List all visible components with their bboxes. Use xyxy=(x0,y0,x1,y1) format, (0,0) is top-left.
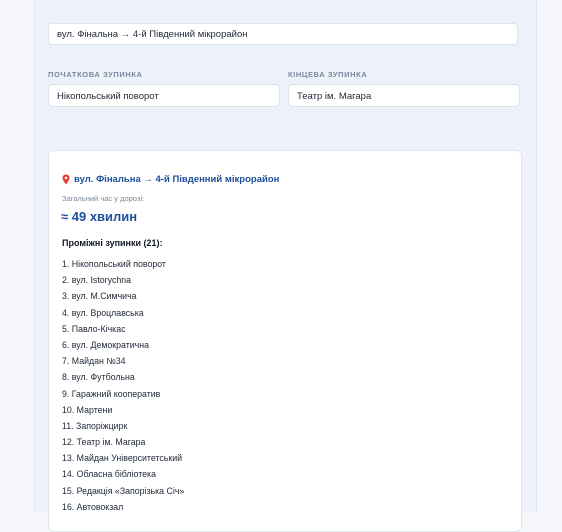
stop-item: 8. вул. Футбольна xyxy=(62,372,135,383)
stop-item: 3. вул. М.Симчича xyxy=(62,291,137,302)
stop-item: 7. Майдан №34 xyxy=(62,356,126,367)
total-time-label: Загальний час у дорозі: xyxy=(62,194,145,203)
stop-item: 4. вул. Вроцлавська xyxy=(62,307,144,318)
end-stop-select[interactable]: Театр ім. Магара xyxy=(288,84,520,107)
result-route-title xyxy=(62,174,279,185)
stop-item: 2. вул. Istorychna xyxy=(62,275,132,286)
stops-list xyxy=(62,256,184,515)
total-time-value: ≈ 49 хвилин xyxy=(61,209,138,224)
stop-item: 5. Павло-Кічкас xyxy=(62,323,126,334)
stop-item: 15. Редакція «Запорізька Січ» xyxy=(62,485,185,496)
result-card xyxy=(48,150,522,532)
stop-item: 10. Мартени xyxy=(62,404,113,415)
stop-item: 16. Автовокзал xyxy=(62,501,124,512)
result-route-name: вул. Фінальна → 4-й Південний мікрорайон xyxy=(74,174,280,185)
stop-item: 1. Нікопольський поворот xyxy=(62,259,166,269)
stop-item: 14. Обласна бібліотека xyxy=(62,469,156,480)
start-stop-label: ПОЧАТКОВА ЗУПИНКА xyxy=(48,70,143,79)
route-select[interactable]: вул. Фінальна → 4-й Південний мікрорайон xyxy=(48,23,518,45)
stop-item: 12. Театр ім. Магара xyxy=(62,437,146,448)
stop-item: 6. вул. Демократична xyxy=(62,339,149,350)
stop-item: 11. Запоріжцирк xyxy=(62,420,128,431)
end-stop-label: КІНЦЕВА ЗУПИНКА xyxy=(288,70,368,79)
stops-heading: Проміжні зупинки (21): xyxy=(62,238,163,248)
map-pin-icon xyxy=(62,174,70,185)
stop-item: 9. Гаражний кооператив xyxy=(62,388,161,399)
start-stop-select[interactable]: Нікопольський поворот xyxy=(48,84,280,107)
stop-item: 13. Майдан Університетський xyxy=(62,453,183,464)
